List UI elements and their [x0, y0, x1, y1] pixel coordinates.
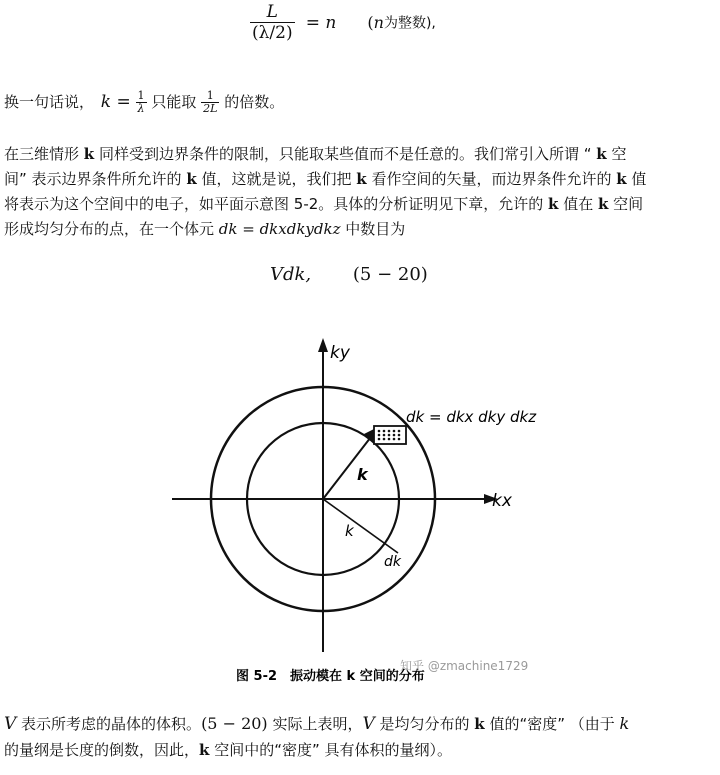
- p1-text: 将表示为这个空间中的电子，如平面示意图 5-2。具体的分析证明见下章，允许的: [4, 195, 549, 213]
- k-line-tail: 的倍数。: [224, 93, 285, 111]
- p1-text: 在三维情形: [4, 145, 84, 163]
- watermark: 知乎 @zmachine1729: [400, 659, 529, 673]
- k-fraction-1-num: 1: [137, 89, 145, 102]
- p1-text: 间” 表示边界条件所允许的: [4, 170, 187, 188]
- figure-5-2: [0, 330, 720, 695]
- k-bold: k: [616, 170, 627, 188]
- p1-text: 形成均匀分布的点，在一个体元: [4, 220, 219, 238]
- equation-1-rhs: = n: [305, 12, 337, 33]
- k-fraction-1: [136, 90, 147, 115]
- k-bold: k: [548, 195, 559, 213]
- paragraph-1-line-1: [4, 142, 626, 166]
- p1-text: 看作空间的矢量，而边界条件允许的: [366, 170, 617, 188]
- equation-ref: (5 − 20): [201, 714, 268, 733]
- k-fraction-2-num: 1: [201, 90, 219, 103]
- p1-text: 空: [606, 145, 627, 163]
- k-bold: k: [83, 145, 95, 163]
- k-bold: k: [596, 145, 607, 163]
- paragraph-2-line-2: [4, 738, 452, 762]
- ky-arrow-icon: [318, 338, 328, 352]
- p2-text: 表示所考虑的晶体的体积。: [16, 715, 202, 733]
- ky-label: ky: [330, 343, 350, 363]
- p2-text: 值的“密度” （由于: [484, 715, 620, 733]
- p2-text: 实际上表明，: [267, 715, 363, 733]
- fraction-numerator: L: [250, 2, 295, 23]
- fraction-denominator: (λ/2): [252, 23, 293, 43]
- k-line-lead: 换一句话说，: [4, 93, 95, 111]
- p2-text: 的量纲是长度的倒数，因此，: [4, 741, 200, 759]
- p1-text: 值: [626, 170, 647, 188]
- equation-2: [270, 264, 428, 285]
- V-symbol: V: [362, 714, 375, 734]
- k-multiple-line: [4, 85, 284, 119]
- p1-text: 空间: [608, 195, 644, 213]
- dk-label: dk: [384, 554, 401, 570]
- paragraph-1-line-4: [4, 217, 405, 241]
- p1-text: 中数目为: [340, 220, 406, 238]
- k-radius-label: k: [345, 522, 354, 540]
- k-bold: k: [598, 195, 609, 213]
- k-equals: k =: [100, 92, 131, 112]
- k-bold: k: [356, 170, 367, 188]
- p1-text: 值在: [558, 195, 598, 213]
- k-vector-label: k: [357, 465, 368, 484]
- equation-2-label: (5 − 20): [352, 264, 428, 285]
- figure-caption: 图 5-2 振动模在 k 空间的分布: [236, 669, 425, 684]
- k-italic: k: [619, 714, 630, 733]
- equation-2-expr: Vdk,: [270, 264, 312, 285]
- k-bold: k: [474, 715, 485, 733]
- k-radius-line: [323, 499, 398, 553]
- kx-label: kx: [492, 491, 512, 511]
- volume-element-label: dk = dkx dky dkz: [406, 408, 537, 426]
- equation-1-fraction: [250, 2, 295, 43]
- paragraph-1-line-3: [4, 192, 643, 216]
- paragraph-2-line-1: [4, 712, 629, 736]
- dk-expression: dk = dkxdkydkz: [218, 220, 341, 238]
- k-fraction-2-den: 2L: [203, 102, 218, 115]
- equation-1: [250, 2, 436, 58]
- p2-text: 是均匀分布的: [374, 715, 475, 733]
- k-fraction-2: [201, 90, 219, 115]
- equation-1-note: 为整数),: [383, 15, 436, 32]
- V-symbol: V: [4, 714, 17, 734]
- equation-1-note-open: (: [367, 13, 374, 32]
- k-fraction-1-den: λ: [137, 102, 145, 115]
- p2-text: 空间中的“密度” 具有体积的量纲）。: [209, 741, 453, 759]
- p1-text: 值，这就是说，我们把: [196, 170, 357, 188]
- paragraph-1-line-2: [4, 167, 646, 191]
- equation-1-note-var: n: [373, 13, 384, 32]
- p1-text: 同样受到边界条件的限制，只能取某些值而不是任意的。我们常引入所谓 “: [94, 145, 597, 163]
- k-bold: k: [199, 741, 210, 759]
- k-line-mid: 只能取: [151, 93, 197, 111]
- k-bold: k: [186, 170, 197, 188]
